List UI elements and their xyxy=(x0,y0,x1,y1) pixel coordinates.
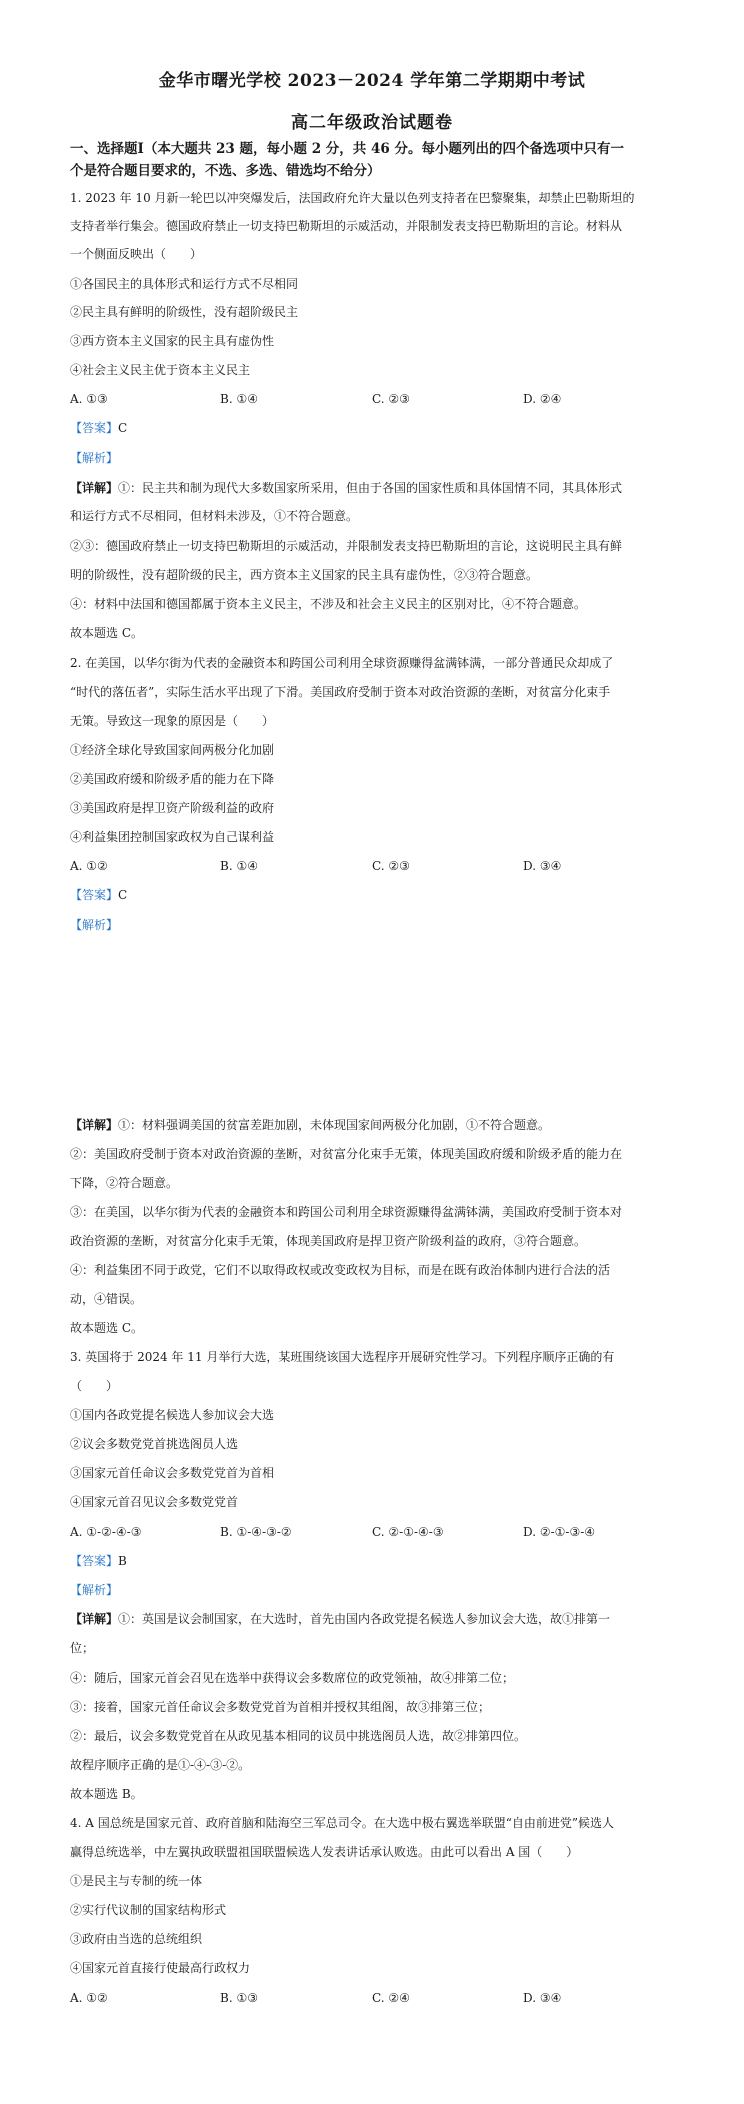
q1-detail-line: 故本题选 C。 xyxy=(70,626,143,640)
q2-stem-line: 无策。导致这一现象的原因是（ ） xyxy=(70,714,275,728)
q1-option-a: A. ①③ xyxy=(70,392,108,406)
q2-detail-line xyxy=(70,1117,550,1133)
exam-title: 金华市曙光学校 2023－2024 学年第二学期期中考试 xyxy=(158,71,586,91)
answer-label: 【答案】 xyxy=(70,1554,119,1568)
q2-stem-line: “时代的落伍者”，实际生活水平出现了下滑。美国政府受制于资本对政治资源的垄断，对贫富分化束手 xyxy=(70,685,611,699)
q2-item: ③美国政府是捍卫资产阶级利益的政府 xyxy=(70,801,275,815)
q1-detail-line: ②③：德国政府禁止一切支持巴勒斯坦的示威活动，并限制发表支持巴勒斯坦的言论，这说明民主具有鲜 xyxy=(70,539,623,553)
q2-analysis-label: 【解析】 xyxy=(70,918,119,932)
q3-item: ②议会多数党党首挑选阁员人选 xyxy=(70,1437,239,1451)
q3-answer xyxy=(70,1553,127,1569)
section-heading-line2: 个是符合题目要求的，不选、多选、错选均不给分） xyxy=(70,163,381,179)
q3-item: ④国家元首召见议会多数党党首 xyxy=(70,1495,239,1509)
q4-option-d: D. ③④ xyxy=(523,1991,562,2005)
detail-label: 【详解】 xyxy=(70,481,119,495)
q3-detail-line xyxy=(70,1611,610,1627)
q2-detail-line: ③：在美国，以华尔街为代表的金融资本和跨国公司利用全球资源赚得盆满钵满，美国政府受制于资本对 xyxy=(70,1205,623,1219)
q1-detail-line: ④：材料中法国和德国都属于资本主义民主，不涉及和社会主义民主的区别对比，④不符合题意。 xyxy=(70,597,587,611)
q4-stem-line: 赢得总统选举，中左翼执政联盟祖国联盟候选人发表讲话承认败选。由此可以看出 A 国（ ） xyxy=(70,1845,579,1859)
q3-detail-line: 位； xyxy=(70,1641,95,1655)
q1-stem-line: 一个侧面反映出（ ） xyxy=(70,247,203,261)
q4-option-b: B. ①③ xyxy=(220,1991,258,2005)
q1-stem-line: 1. 2023 年 10 月新一轮巴以冲突爆发后，法国政府允许大量以色列支持者在巴黎聚集，却禁止巴勒斯坦的 xyxy=(70,191,635,205)
q3-detail-line: 故程序顺序正确的是①-④-③-②。 xyxy=(70,1758,251,1772)
q2-item: ④利益集团控制国家政权为自己谋利益 xyxy=(70,830,275,844)
section-heading-line1: 一、选择题Ⅰ（本大题共 23 题，每小题 2 分，共 46 分。每小题列出的四个备选项中只有一 xyxy=(70,141,624,157)
q1-detail-line: 明的阶级性，没有超阶级的民主，西方资本主义国家的民主具有虚伪性，②③符合题意。 xyxy=(70,568,539,582)
q2-detail-line: 政治资源的垄断，对贫富分化束手无策，体现美国政府是捍卫资产阶级利益的政府，③符合题意。 xyxy=(70,1234,587,1248)
q1-option-b: B. ①④ xyxy=(220,392,258,406)
q4-option-c: C. ②④ xyxy=(372,1991,410,2005)
q3-option-a: A. ①-②-④-③ xyxy=(70,1525,142,1539)
q2-detail-line: ②：美国政府受制于资本对政治资源的垄断，对贫富分化束手无策，体现美国政府缓和阶级矛盾的能力在 xyxy=(70,1147,623,1161)
q1-detail-line: 和运行方式不尽相同，但材料未涉及，①不符合题意。 xyxy=(70,509,359,523)
q4-item: ④国家元首直接行使最高行政权力 xyxy=(70,1961,251,1975)
answer-value: C xyxy=(118,888,128,902)
q1-detail-line xyxy=(70,480,622,496)
q3-stem-line: （ ） xyxy=(70,1379,119,1393)
q3-option-c: C. ②-①-④-③ xyxy=(372,1525,444,1539)
answer-value: B xyxy=(118,1554,127,1568)
exam-subtitle: 高二年级政治试题卷 xyxy=(291,113,453,133)
q1-option-c: C. ②③ xyxy=(372,392,410,406)
q4-item: ③政府由当选的总统组织 xyxy=(70,1932,203,1946)
detail-text: ①：民主共和制为现代大多数国家所采用，但由于各国的国家性质和具体国情不同，其具体形式 xyxy=(118,481,623,495)
q2-item: ①经济全球化导致国家间两极分化加剧 xyxy=(70,743,275,757)
q1-stem-line: 支持者举行集会。德国政府禁止一切支持巴勒斯坦的示威活动，并限制发表支持巴勒斯坦的言论。材料从 xyxy=(70,219,623,233)
detail-text: ①：材料强调美国的贫富差距加剧，未体现国家间两极分化加剧，①不符合题意。 xyxy=(118,1118,551,1132)
q3-item: ③国家元首任命议会多数党党首为首相 xyxy=(70,1466,275,1480)
detail-text: ①：英国是议会制国家，在大选时，首先由国内各政党提名候选人参加议会大选，故①排第一 xyxy=(118,1612,611,1626)
q2-stem-line: 2. 在美国，以华尔街为代表的金融资本和跨国公司利用全球资源赚得盆满钵满，一部分普通民众却成了 xyxy=(70,656,614,670)
detail-label: 【详解】 xyxy=(70,1118,119,1132)
q4-stem-line: 4. A 国总统是国家元首、政府首脑和陆海空三军总司令。在大选中极右翼选举联盟“自由前进党”候选人 xyxy=(70,1816,615,1830)
q3-option-d: D. ②-①-③-④ xyxy=(523,1525,596,1539)
q2-detail-line: 动，④错误。 xyxy=(70,1292,143,1306)
q1-item: ①各国民主的具体形式和运行方式不尽相同 xyxy=(70,277,299,291)
q2-item: ②美国政府缓和阶级矛盾的能力在下降 xyxy=(70,772,275,786)
q2-option-c: C. ②③ xyxy=(372,859,410,873)
q2-option-a: A. ①② xyxy=(70,859,108,873)
q4-option-a: A. ①② xyxy=(70,1991,108,2005)
answer-label: 【答案】 xyxy=(70,888,119,902)
q3-item: ①国内各政党提名候选人参加议会大选 xyxy=(70,1408,275,1422)
answer-label: 【答案】 xyxy=(70,421,119,435)
q1-item: ③西方资本主义国家的民主具有虚伪性 xyxy=(70,334,275,348)
q3-option-b: B. ①-④-③-② xyxy=(220,1525,292,1539)
q1-analysis-label: 【解析】 xyxy=(70,451,119,465)
q4-item: ①是民主与专制的统一体 xyxy=(70,1874,203,1888)
q1-answer xyxy=(70,420,127,436)
q2-option-b: B. ①④ xyxy=(220,859,258,873)
q2-option-d: D. ③④ xyxy=(523,859,562,873)
detail-label: 【详解】 xyxy=(70,1612,119,1626)
q3-detail-line: ③：接着，国家元首任命议会多数党党首为首相并授权其组阁，故③排第三位； xyxy=(70,1700,491,1714)
q3-detail-line: ④：随后，国家元首会召见在选举中获得议会多数席位的政党领袖，故④排第二位； xyxy=(70,1671,515,1685)
q1-item: ②民主具有鲜明的阶级性，没有超阶级民主 xyxy=(70,305,299,319)
answer-value: C xyxy=(118,421,128,435)
q3-detail-line: ②：最后，议会多数党党首在从政见基本相同的议员中挑选阁员人选，故②排第四位。 xyxy=(70,1729,527,1743)
q3-detail-line: 故本题选 B。 xyxy=(70,1787,143,1801)
q4-item: ②实行代议制的国家结构形式 xyxy=(70,1903,227,1917)
q1-item: ④社会主义民主优于资本主义民主 xyxy=(70,363,251,377)
q2-answer xyxy=(70,887,127,903)
q3-analysis-label: 【解析】 xyxy=(70,1583,119,1597)
q2-detail-line: 下降，②符合题意。 xyxy=(70,1176,179,1190)
q1-option-d: D. ②④ xyxy=(523,392,562,406)
q2-detail-line: 故本题选 C。 xyxy=(70,1321,143,1335)
q2-detail-line: ④：利益集团不同于政党，它们不以取得政权或改变政权为目标，而是在既有政治体制内进行合法的活 xyxy=(70,1263,611,1277)
q3-stem-line: 3. 英国将于 2024 年 11 月举行大选，某班围绕该国大选程序开展研究性学习。下列程序顺序正确的有 xyxy=(70,1350,615,1364)
